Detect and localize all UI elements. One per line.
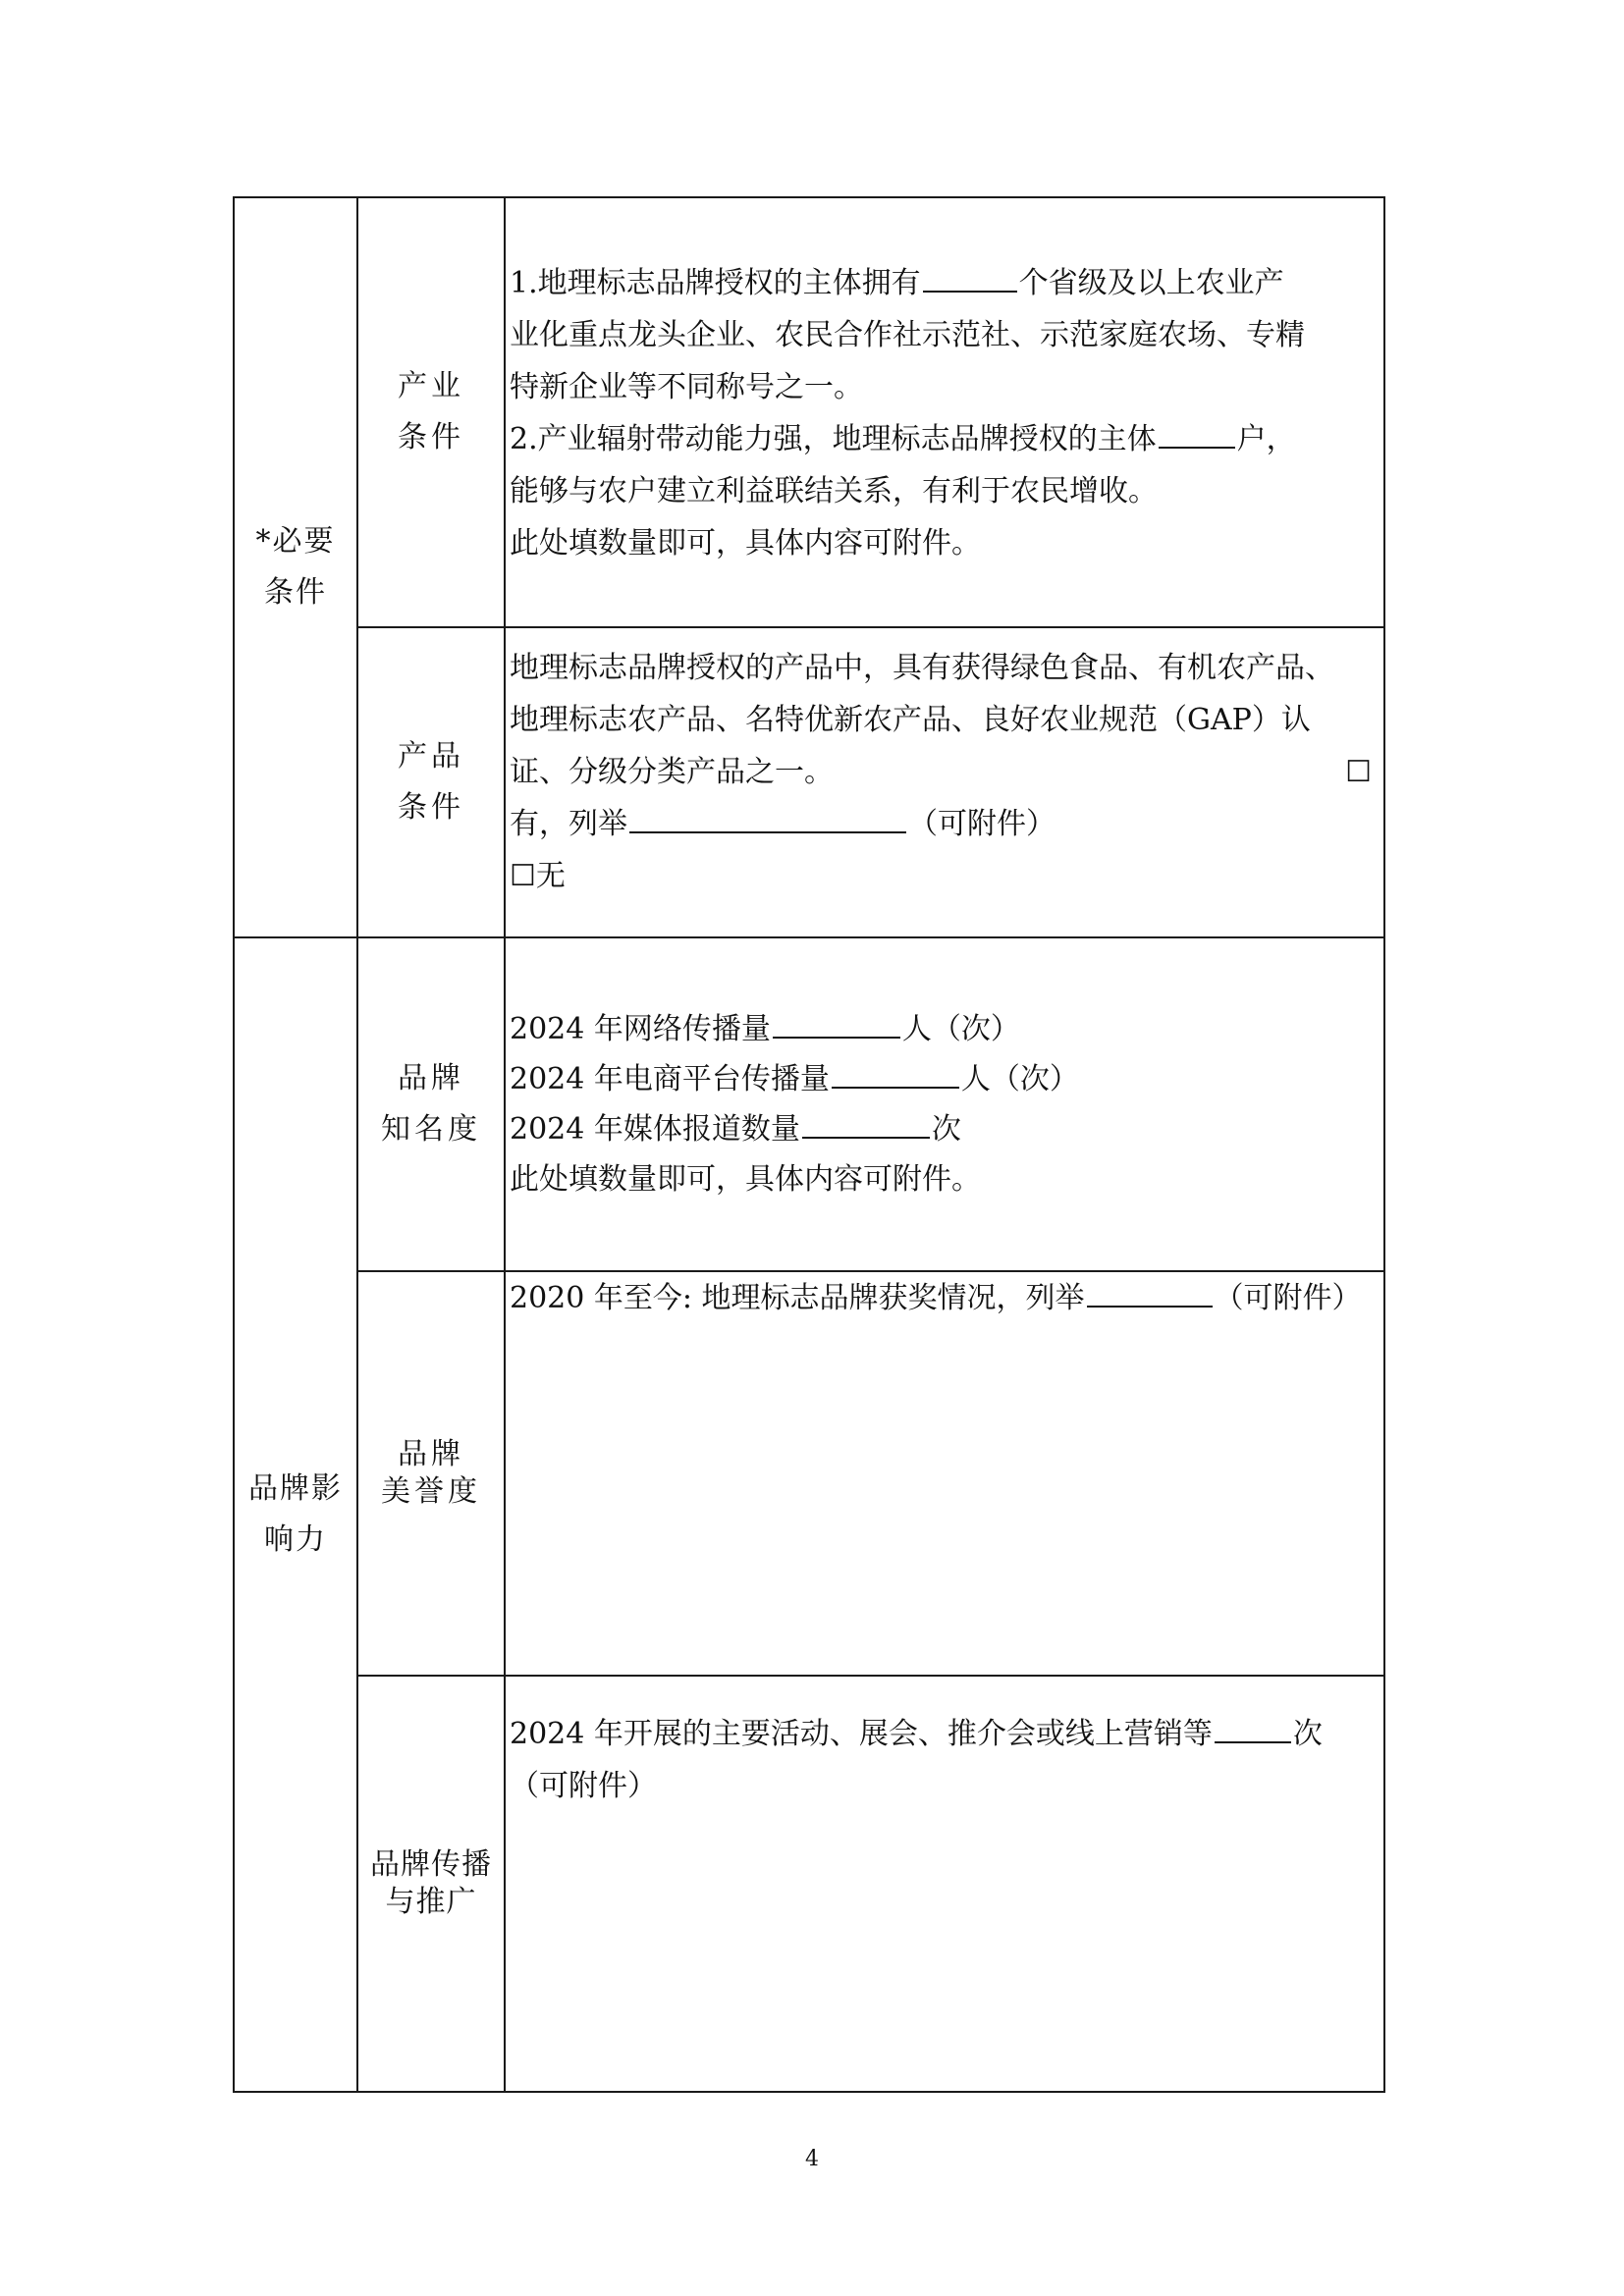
product-option-yes [510,798,1383,850]
industry-item2-suffix: 户， [1236,422,1296,456]
product-conditions-row [234,627,1384,937]
promotion-line2: （可附件） [510,1769,657,1803]
reputation-label-line2: 美誉度 [381,1474,481,1509]
brand-reputation-label [357,1271,505,1676]
promotion-line1-suffix: 次 [1292,1717,1323,1751]
product-option-no[interactable]: ☐无 [510,859,566,893]
option-yes-prefix: 有，列举 [510,807,627,841]
industry-label-line1: 产业 [398,369,464,403]
brand-influence-label-line2: 响力 [264,1522,327,1557]
product-list-blank[interactable] [629,802,906,833]
reputation-line1-suffix: （可附件） [1214,1281,1362,1315]
industry-item1-suffix: 个省级及以上农业产 [1018,266,1284,300]
brand-influence-label-line1: 品牌影 [248,1471,343,1506]
brand-reputation-row [234,1271,1384,1676]
network-reach-blank[interactable] [773,1007,900,1039]
awareness-line1-suffix: 人（次） [901,1012,1020,1046]
industry-item2-line1 [510,413,1383,465]
industry-item1-line2: 业化重点龙头企业、农民合作社示范社、示范家庭农场、专精 [510,318,1305,352]
brand-awareness-content [505,937,1384,1271]
application-form-table [233,196,1385,2093]
awards-list-blank[interactable] [1087,1276,1213,1308]
promotion-count-blank[interactable] [1215,1712,1291,1743]
product-line3 [510,746,1383,798]
brand-promotion-row [234,1676,1384,2092]
promotion-line1-prefix: 2024 年开展的主要活动、展会、推介会或线上营销等 [510,1717,1213,1751]
leading-enterprise-count-blank[interactable] [923,261,1017,293]
awareness-line3 [510,1104,1383,1154]
promotion-label-line1: 品牌传播 [370,1847,492,1882]
brand-awareness-label [357,937,505,1271]
brand-reputation-content [505,1271,1384,1676]
checkbox-yes-icon[interactable]: ☐ [1345,755,1372,789]
brand-influence-category [234,937,357,2092]
required-conditions-label-line1: *必要 [255,524,336,559]
industry-item2-line2: 能够与农户建立利益联结关系，有利于农民增收。 [510,474,1158,508]
reputation-label-line1: 品牌 [398,1437,464,1471]
industry-conditions-row [234,197,1384,627]
option-yes-suffix: （可附件） [908,807,1056,841]
required-conditions-label-line2: 条件 [264,575,327,610]
awareness-line3-suffix: 次 [931,1112,961,1147]
industry-item1-prefix: 1.地理标志品牌授权的主体拥有 [510,266,921,300]
product-line2: 地理标志农产品、名特优新农产品、良好农业规范（GAP）认 [510,703,1311,737]
industry-item1-line3: 特新企业等不同称号之一。 [510,370,863,404]
awareness-line2 [510,1054,1383,1104]
industry-note: 此处填数量即可，具体内容可附件。 [510,526,981,561]
product-conditions-label [357,627,505,937]
awareness-note: 此处填数量即可，具体内容可附件。 [510,1162,981,1197]
awareness-label-line2: 知名度 [381,1112,481,1147]
industry-label-line2: 条件 [398,420,464,454]
industry-conditions-content [505,197,1384,627]
brand-promotion-label [357,1676,505,2092]
media-report-count-blank[interactable] [802,1107,930,1139]
reputation-line1-prefix: 2020 年至今: 地理标志品牌获奖情况，列举 [510,1281,1085,1315]
reputation-line1 [510,1272,1383,1324]
required-conditions-category [234,197,357,937]
awareness-line2-suffix: 人（次） [960,1062,1079,1096]
product-label-line1: 产品 [398,739,464,774]
product-conditions-content [505,627,1384,937]
brand-promotion-content [505,1676,1384,2092]
awareness-label-line1: 品牌 [398,1061,464,1095]
awareness-line1 [510,1004,1383,1054]
awareness-line3-prefix: 2024 年媒体报道数量 [510,1112,800,1147]
product-line1: 地理标志品牌授权的产品中，具有获得绿色食品、有机农产品、 [510,651,1334,685]
promotion-label-line2: 与推广 [385,1885,477,1919]
awareness-line2-prefix: 2024 年电商平台传播量 [510,1062,830,1096]
industry-item1-line1 [510,257,1383,309]
promotion-line1 [510,1708,1383,1760]
industry-item2-prefix: 2.产业辐射带动能力强，地理标志品牌授权的主体 [510,422,1157,456]
industry-conditions-label [357,197,505,627]
household-count-blank[interactable] [1159,417,1235,449]
awareness-line1-prefix: 2024 年网络传播量 [510,1012,771,1046]
brand-awareness-row [234,937,1384,1271]
product-label-line2: 条件 [398,790,464,825]
ecommerce-reach-blank[interactable] [832,1057,959,1089]
page-number: 4 [805,2147,819,2171]
product-line3-text: 证、分级分类产品之一。 [510,755,834,789]
